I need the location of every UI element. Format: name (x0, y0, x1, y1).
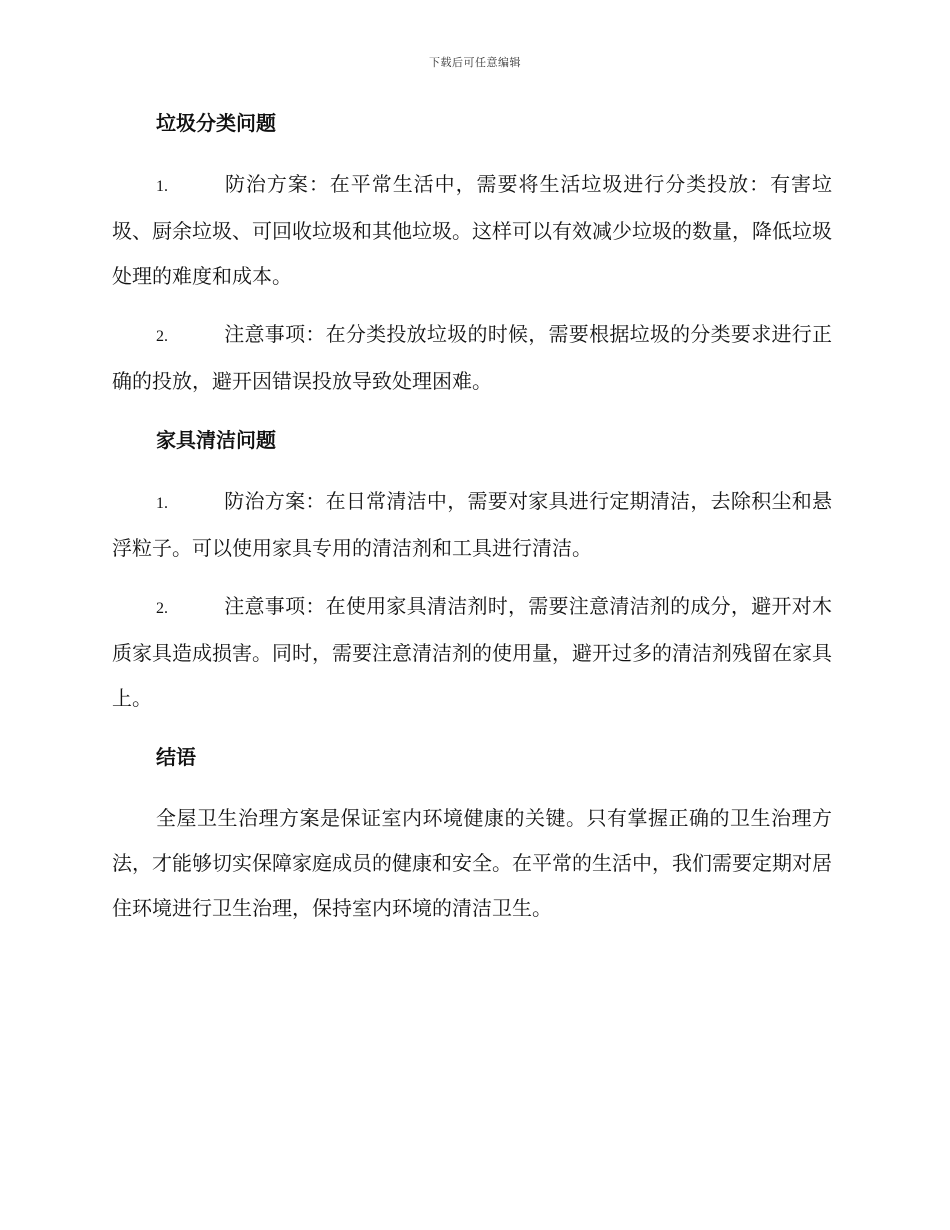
list-item-number: 1. (156, 495, 168, 512)
list-item (112, 162, 832, 299)
list-item-text: 防治方案：在日常清洁中，需要对家具进行定期清洁，去除积尘和悬浮粒子。可以使用家具专用的清洁剂和工具进行清洁。 (112, 489, 832, 560)
list-item-text: 注意事项：在使用家具清洁剂时，需要注意清洁剂的成分，避开对木质家具造成损害。同时，需要注意清洁剂的使用量，避开过多的清洁剂残留在家具上。 (112, 594, 832, 710)
section-heading-conclusion: 结语 (156, 745, 196, 769)
document-body (112, 108, 832, 944)
list-item-text: 注意事项：在分类投放垃圾的时候，需要根据垃圾的分类要求进行正确的投放，避开因错误投放导致处理困难。 (112, 322, 832, 393)
list-item (112, 312, 832, 404)
list-item-number: 2. (156, 600, 168, 617)
list-item-number: 1. (156, 178, 168, 195)
section-heading-garbage-sorting: 垃圾分类问题 (156, 111, 276, 135)
section-heading-furniture-cleaning: 家具清洁问题 (156, 428, 276, 452)
list-item-number: 2. (156, 328, 168, 345)
list-item-text: 防治方案：在平常生活中，需要将生活垃圾进行分类投放：有害垃圾、厨余垃圾、可回收垃圾和其他垃圾。这样可以有效减少垃圾的数量，降低垃圾处理的难度和成本。 (112, 172, 832, 288)
list-item (112, 479, 832, 571)
page-header-note: 下载后可任意编辑 (429, 56, 521, 69)
conclusion-paragraph: 全屋卫生治理方案是保证室内环境健康的关键。只有掌握正确的卫生治理方法，才能够切实保障家庭成员的健康和安全。在平常的生活中，我们需要定期对居住环境进行卫生治理，保持室内环境的清洁卫生。 (112, 806, 832, 920)
list-item (112, 584, 832, 721)
